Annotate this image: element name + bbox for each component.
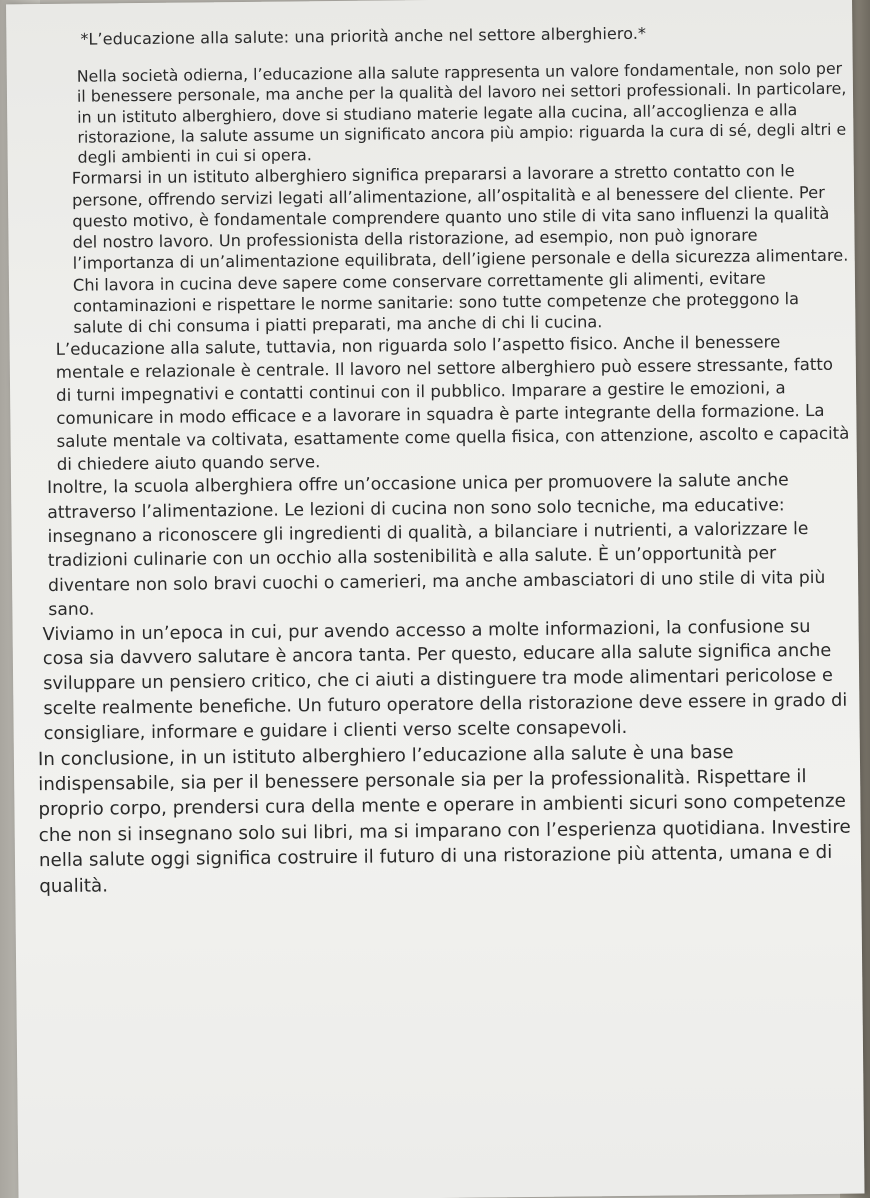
paragraph-intro: Nella società odierna, l’educazione alla salute rappresenta un valore fondamentale, non solo per il benessere personale, ma anche per la qualità del lavoro nei settori professionali. In particolare, in un istituto alberghiero, dove si studiano materie legate alla cucina, all’accoglienza e alla ristorazione, la salute assume un significato ancora più ampio: riguarda la cura di sé, degli altri e degli ambienti in cui si opera. [76, 58, 847, 167]
paper-sheet [6, 0, 864, 1198]
paragraph-professional-training: Formarsi in un istituto alberghiero significa prepararsi a lavorare a stretto contatto con le persone, offrendo servizi legati all’alimentazione, all’ospitalità e al benessere del cliente. Per questo motivo, è fondamentale comprendere quanto uno stile di vita sano influenzi la qualità del nostro lavoro. Un professionista della ristorazione, ad esempio, non può ignorare l’importanza di un’alimentazione equilibrata, dell’igiene personale e della sicurezza alimentare. Chi lavora in cucina deve sapere come conservare correttamente gli alimenti, evitare contaminazioni e rispettare le norme sanitarie: sono tutte competenze che proteggono la salute di chi consuma i piatti preparati, ma anche di chi li cucina. [71, 161, 849, 337]
document-title: *L’educazione alla salute: una priorità anche nel settore alberghiero.* [80, 23, 647, 49]
paragraph-conclusion: In conclusione, in un istituto alberghiero l’educazione alla salute è una base indispensabile, sia per il benessere personale sia per la professionalità. Rispettare il proprio corpo, prendersi cura della mente e operare in ambienti sicuri sono competenze che non si insegnano solo sui libri, ma si imparano con l’esperienza quotidiana. Investire nella salute oggi significa costruire il futuro di una ristorazione più attenta, umana e di qualità. [37, 741, 851, 897]
paragraph-critical-thinking: Viviamo in un’epoca in cui, pur avendo accesso a molte informazioni, la confusione su cosa sia davvero salutare è ancora tanta. Per questo, educare alla salute significa anche sviluppare un pensiero critico, che ci aiuti a distinguere tra mode alimentari pericolose e scelte realmente benefiche. Un futuro operatore della ristorazione deve essere in grado di consigliare, informare e guidare i clienti verso scelte consapevoli. [42, 615, 848, 744]
paragraph-mental-wellbeing: L’educazione alla salute, tuttavia, non riguarda solo l’aspetto fisico. Anche il benessere mentale e relazionale è centrale. Il lavoro nel settore alberghiero può essere stressante, fatto di turni impegnativi e contatti continui con il pubblico. Imparare a gestire le emozioni, a comunicare in modo efficace e a lavorare in squadra è parte integrante della formazione. La salute mentale va coltivata, esattamente come quella fisica, con attenzione, ascolto e capacità di chiedere aiuto quando serve. [55, 332, 850, 475]
document-body [36, 22, 857, 899]
paragraph-nutrition-education: Inoltre, la scuola alberghiera offre un’occasione unica per promuovere la salute anche attraverso l’alimentazione. Le lezioni di cucina non sono solo tecniche, ma educative: insegnano a riconoscere gli ingredienti di qualità, a bilanciare i nutrienti, a valorizzare le tradizioni culinarie con un occhio alla sostenibilità e alla salute. È un’opportunità per diventare non solo bravi cuochi o camerieri, ma anche ambasciatori di uno stile di vita più sano. [46, 470, 826, 621]
